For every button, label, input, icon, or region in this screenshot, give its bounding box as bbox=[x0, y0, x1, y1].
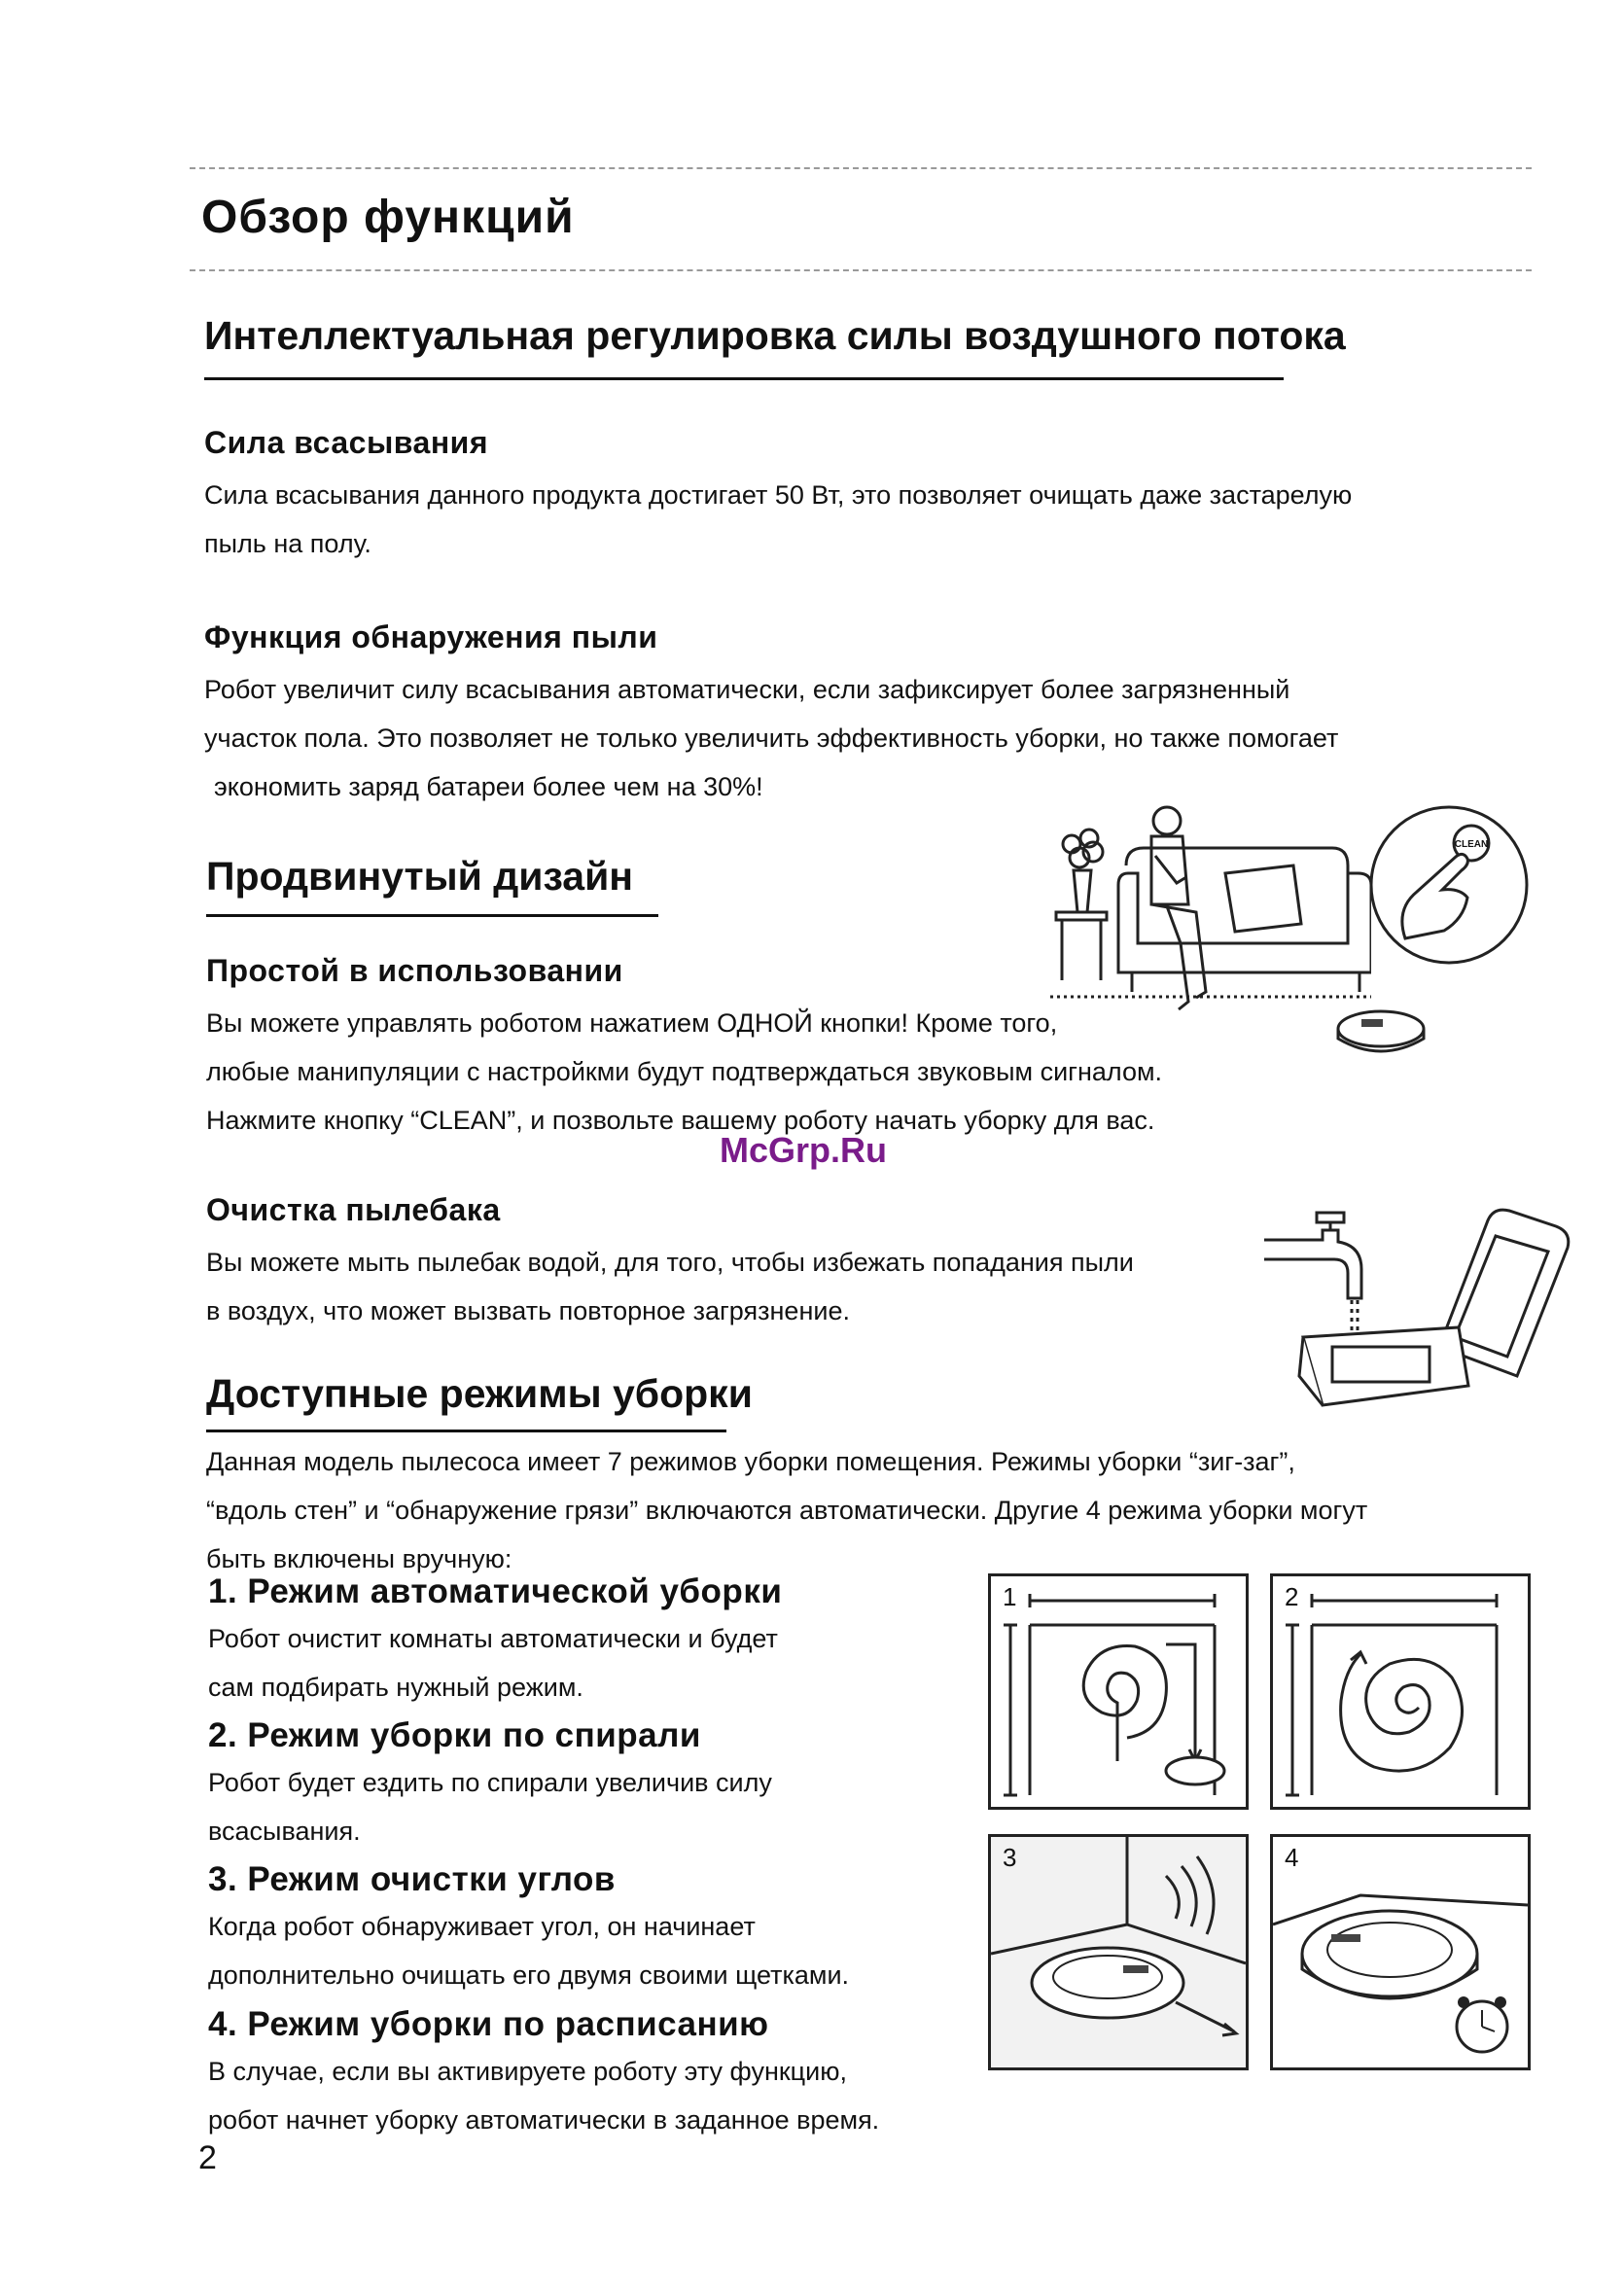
washing-dustbin-illustration bbox=[1264, 1191, 1575, 1425]
mode-2-title: 2. Режим уборки по спирали bbox=[208, 1716, 701, 1754]
easy-use-heading: Простой в использовании bbox=[206, 953, 623, 988]
section-design-heading: Продвинутый дизайн bbox=[206, 854, 634, 899]
section-airflow-heading: Интеллектуальная регулировка силы воздушного потока bbox=[204, 313, 1346, 358]
mode-3-title: 3. Режим очистки углов bbox=[208, 1860, 616, 1898]
text-line: Робот будет ездить по спирали увеличив силу bbox=[208, 1768, 772, 1797]
text-line: “вдоль стен” и “обнаружение грязи” включаются автоматически. Другие 4 режима уборки могут bbox=[206, 1496, 1368, 1525]
text-line: Робот увеличит силу всасывания автоматически, если зафиксирует более загрязненный bbox=[204, 675, 1290, 704]
text-line: дополнительно очищать его двумя своими щетками. bbox=[208, 1960, 850, 1990]
top-rule bbox=[190, 167, 1532, 169]
easy-use-paragraph bbox=[206, 999, 1162, 1145]
text-line: участок пола. Это позволяет не только увеличить эффективность уборки, но также помогает bbox=[204, 724, 1339, 753]
section-airflow-underline bbox=[204, 377, 1284, 380]
mode-4-diagram bbox=[1270, 1834, 1531, 2070]
alarm-clock-icon bbox=[1457, 1996, 1507, 2052]
dustbin-paragraph bbox=[206, 1238, 1134, 1335]
diagram-number: 4 bbox=[1285, 1843, 1299, 1872]
robot-vacuum-icon bbox=[1332, 1004, 1430, 1062]
watermark: McGrp.Ru bbox=[720, 1130, 888, 1170]
clean-button-label: CLEAN bbox=[1454, 839, 1489, 850]
text-line: Нажмите кнопку “CLEAN”, и позвольте вашему роботу начать уборку для вас. bbox=[206, 1106, 1155, 1135]
modes-intro-paragraph bbox=[206, 1437, 1367, 1583]
mode-4-description bbox=[208, 2047, 879, 2144]
section-modes-underline bbox=[206, 1430, 726, 1432]
page-number: 2 bbox=[198, 2139, 217, 2176]
text-line: Сила всасывания данного продукта достигает 50 Вт, это позволяет очищать даже застарелую bbox=[204, 480, 1353, 510]
text-line: Вы можете управлять роботом нажатием ОДНОЙ кнопки! Кроме того, bbox=[206, 1008, 1058, 1038]
title-rule bbox=[190, 269, 1532, 271]
text-line: Робот очистит комнаты автоматически и будет bbox=[208, 1624, 778, 1653]
page-title: Обзор функций bbox=[201, 192, 575, 243]
mode-3-description bbox=[208, 1902, 849, 1999]
section-modes-heading: Доступные режимы уборки bbox=[206, 1371, 753, 1416]
suction-paragraph bbox=[204, 471, 1352, 568]
dust-detect-heading: Функция обнаружения пыли bbox=[204, 619, 658, 654]
dust-detect-paragraph bbox=[204, 665, 1338, 811]
schedule-clean-icon bbox=[1273, 1837, 1528, 2067]
woman-on-sofa-illustration bbox=[1050, 797, 1371, 1021]
text-line: сам подбирать нужный режим. bbox=[208, 1673, 583, 1702]
text-line: Когда робот обнаруживает угол, он начинает bbox=[208, 1912, 756, 1941]
text-line: быть включены вручную: bbox=[206, 1544, 512, 1573]
press-clean-button-illustration bbox=[1366, 802, 1532, 968]
mode-1-title: 1. Режим автоматической уборки bbox=[208, 1572, 783, 1610]
diagram-number: 3 bbox=[1003, 1843, 1017, 1872]
text-line: В случае, если вы активируете роботу эту функцию, bbox=[208, 2057, 847, 2086]
text-line: Данная модель пылесоса имеет 7 режимов уборки помещения. Режимы уборки “зиг-заг”, bbox=[206, 1447, 1295, 1476]
mode-1-diagram bbox=[988, 1573, 1249, 1810]
mode-3-diagram bbox=[988, 1834, 1249, 2070]
mode-2-description bbox=[208, 1758, 772, 1855]
corner-clean-icon bbox=[991, 1837, 1246, 2067]
text-line: экономить заряд батареи более чем на 30%! bbox=[214, 772, 763, 801]
dustbin-heading: Очистка пылебака bbox=[206, 1192, 501, 1227]
text-line: всасывания. bbox=[208, 1817, 361, 1846]
auto-path-icon bbox=[991, 1576, 1246, 1807]
text-line: Вы можете мыть пылебак водой, для того, чтобы избежать попадания пыли bbox=[206, 1248, 1134, 1277]
suction-heading: Сила всасывания bbox=[204, 425, 488, 460]
mode-2-diagram bbox=[1270, 1573, 1531, 1810]
section-design-underline bbox=[206, 914, 658, 917]
diagram-number: 2 bbox=[1285, 1582, 1299, 1611]
mode-1-description bbox=[208, 1614, 778, 1712]
diagram-number: 1 bbox=[1003, 1582, 1017, 1611]
text-line: любые манипуляции с настройкми будут подтверждаться звуковым сигналом. bbox=[206, 1057, 1163, 1086]
text-line: робот начнет уборку автоматически в заданное время. bbox=[208, 2105, 880, 2135]
mode-4-title: 4. Режим уборки по расписанию bbox=[208, 2005, 769, 2043]
spiral-path-icon bbox=[1273, 1576, 1528, 1807]
text-line: в воздух, что может вызвать повторное загрязнение. bbox=[206, 1296, 850, 1325]
text-line: пыль на полу. bbox=[204, 529, 371, 558]
